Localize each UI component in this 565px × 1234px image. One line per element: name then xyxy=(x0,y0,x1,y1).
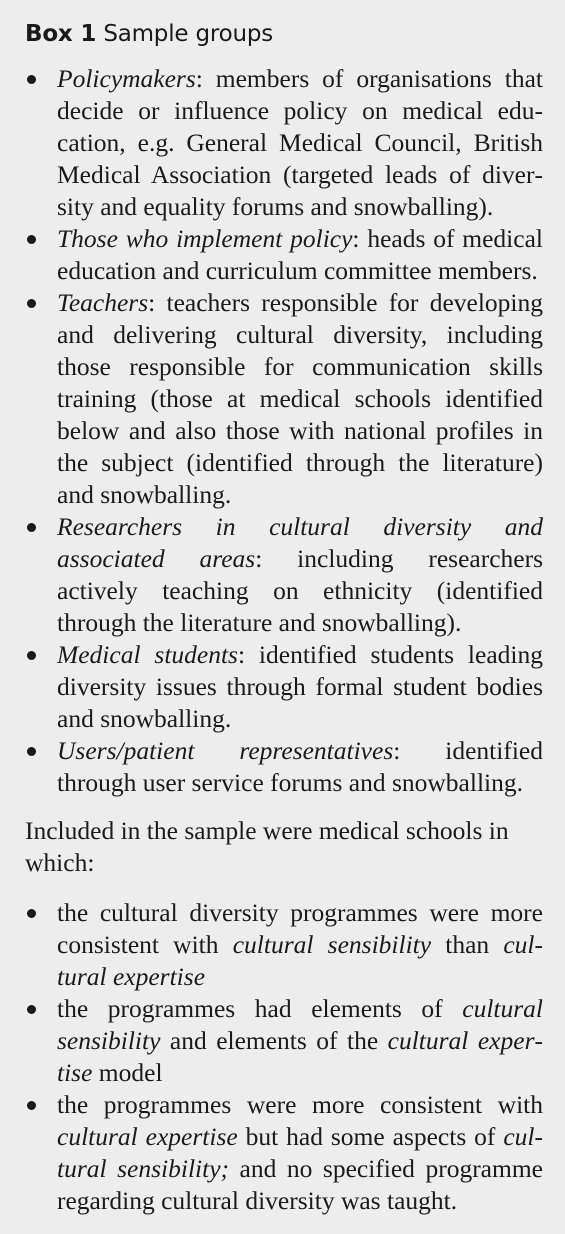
bullet-icon xyxy=(27,651,36,660)
criterion-text-plain: model xyxy=(92,1058,163,1087)
sample-groups-list xyxy=(25,63,543,799)
group-term: Policymakers xyxy=(57,64,196,93)
box-label: Box 1 xyxy=(25,21,97,47)
group-term: Researchers in cultural diversity and associated areas xyxy=(57,512,543,573)
criterion-text-italic: cultural sensibility; xyxy=(57,1122,544,1183)
group-term: Teachers xyxy=(57,288,149,317)
inclusion-criteria-list xyxy=(25,897,543,1217)
list-item xyxy=(25,993,543,1089)
criterion-text-plain: the programmes had elements of xyxy=(57,994,463,1023)
bullet-icon xyxy=(27,235,36,244)
criterion-text-italic: cultural sensibility xyxy=(232,930,432,959)
bullet-icon xyxy=(27,75,36,84)
group-description: : including researchers actively teaching on ethnicity (identified through the literature and snowballing). xyxy=(57,544,544,637)
criterion-text-plain: but had some aspects of xyxy=(237,1122,504,1151)
bullet-icon xyxy=(27,747,36,756)
criterion-text-plain: and no specified programme regarding cultural diversity was taught. xyxy=(57,1154,543,1215)
criterion-text-plain: than xyxy=(431,930,504,959)
group-term: Medical students xyxy=(57,640,238,669)
list-item xyxy=(25,287,543,511)
list-item xyxy=(25,1089,543,1217)
criterion-text-italic: cultural sensibility xyxy=(57,994,543,1055)
list-item xyxy=(25,63,543,223)
bullet-icon xyxy=(27,299,36,308)
criterion-text-italic: cultural expertise xyxy=(57,930,544,991)
group-description: : members of organisations that decide or influence policy on medical education, e.g. General Medical Council, British Medical Association (targeted leads of diversity and equality forums and snowballing). xyxy=(57,64,543,221)
list-item xyxy=(25,511,543,639)
bullet-icon xyxy=(27,523,36,532)
list-item xyxy=(25,223,543,287)
group-term: Users/patient representatives xyxy=(57,736,394,765)
group-description: : heads of medical education and curriculum committee members. xyxy=(57,224,543,285)
criterion-text-plain: the cultural diversity programmes were more consistent with xyxy=(57,898,543,959)
criterion-text-plain: and elements of the xyxy=(160,1026,388,1055)
box-title: Sample groups xyxy=(103,21,274,47)
bullet-icon xyxy=(27,1101,36,1110)
criterion-text-italic: cultural expertise xyxy=(57,1122,238,1151)
bullet-icon xyxy=(27,909,36,918)
group-description: : teachers responsible for developing and delivering cultural diversity, including those responsible for communication skills training (those at medical schools identified below and also those with national profiles in the subject (identified through the literature) and snowballing. xyxy=(57,288,543,509)
box-heading xyxy=(25,18,543,50)
inclusion-intro: Included in the sample were medical schools in which: xyxy=(25,816,509,877)
group-description: : identified students leading diversity issues through formal student bodies and snowballing. xyxy=(57,640,543,733)
list-item xyxy=(25,735,543,799)
bullet-icon xyxy=(27,1005,36,1014)
criterion-text-plain: the programmes were more consistent with xyxy=(57,1090,543,1119)
list-item xyxy=(25,897,543,993)
criterion-text-italic: cultural expertise xyxy=(57,1026,543,1087)
group-term: Those who implement policy xyxy=(57,224,353,253)
group-description: : identified through user service forums and snowballing. xyxy=(57,736,543,797)
list-item xyxy=(25,639,543,735)
